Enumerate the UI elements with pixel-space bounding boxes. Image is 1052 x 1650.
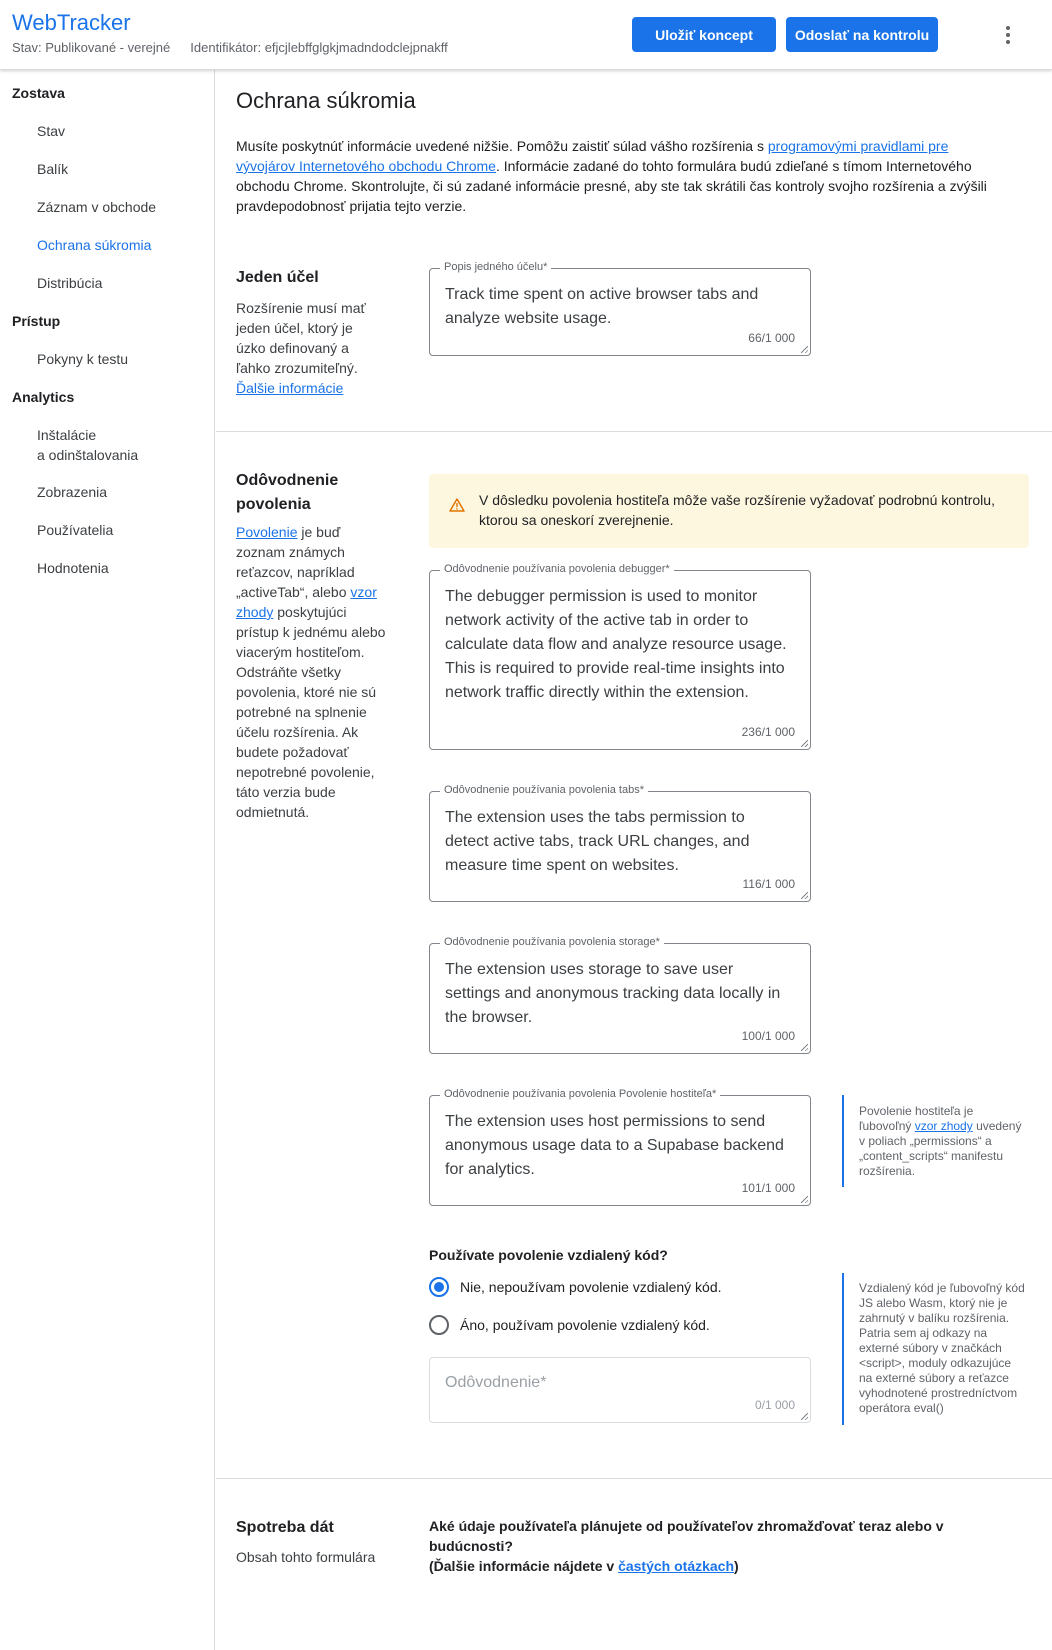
data-usage-question	[429, 1516, 1019, 1576]
sidebar-item-store-listing[interactable]: Záznam v obchode	[37, 199, 157, 215]
hint-part1: Povolenie hostiteľa je ľubovoľný	[859, 1104, 974, 1133]
intro-part2: . Informácie zadané do tohto formulára budú zdieľané s tímom Internetového obchodu Chrome. Skontrolujte, či sú zadané informácie presné, aby ste tak skrátili čas kontroly svojho rozšírenia a zvýšili pravdepodobnosť prijatia tejto verzie.	[236, 158, 987, 214]
resize-handle-icon[interactable]	[801, 892, 808, 899]
more-vert-icon[interactable]	[1000, 22, 1016, 48]
field-value: The debugger permission is used to monitor network activity of the active tab in order to calculate data flow and analyze resource usage. This is required to provide real-time insights into network traffic directly within the extension.	[445, 588, 787, 701]
sidebar-item-impressions[interactable]: Zobrazenia	[37, 484, 108, 500]
single-purpose-desc	[236, 298, 386, 398]
nav-group-access: Prístup	[12, 313, 61, 329]
data-usage-faq-line	[429, 1556, 1019, 1576]
host-permission-hint	[842, 1095, 1027, 1187]
char-count: 236/1 000	[741, 725, 795, 739]
radio-label: Áno, používam povolenie vzdialený kód.	[460, 1317, 710, 1333]
field-label: Odôvodnenie používania povolenia storage*	[440, 936, 664, 948]
main-content	[216, 70, 1052, 1650]
save-draft-button[interactable]: Uložiť koncept	[632, 17, 776, 52]
faq-link[interactable]: častých otázkach	[618, 1558, 735, 1574]
learn-more-link[interactable]: Ďalšie informácie	[236, 380, 344, 396]
radio-unchecked-icon[interactable]	[429, 1315, 449, 1335]
host-permission-warning	[429, 474, 1029, 548]
sidebar-item-status[interactable]: Stav	[37, 123, 66, 139]
data-usage-desc: Obsah tohto formulára	[236, 1549, 376, 1565]
warning-text: V dôsledku povolenia hostiteľa môže vaše rozšírenie vyžadovať podrobnú kontrolu, ktorou sa oneskorí zverejnenie.	[479, 492, 995, 528]
resize-handle-icon[interactable]	[801, 740, 808, 747]
sidebar-item-installs[interactable]	[37, 425, 138, 465]
intro-part1: Musíte poskytnúť informácie uvedené nižšie. Pomôžu zaistiť súlad vášho rozšírenia s	[236, 138, 768, 154]
submit-for-review-button[interactable]: Odoslať na kontrolu	[786, 17, 938, 52]
field-label: Odôvodnenie používania povolenia debugger*	[440, 563, 674, 575]
app-title[interactable]: WebTracker	[12, 10, 131, 35]
faq-prefix: (Ďalšie informácie nájdete v	[429, 1558, 619, 1574]
nav-group-analytics: Analytics	[12, 389, 75, 405]
single-purpose-title: Jeden účel	[236, 269, 319, 286]
permission-justification-desc	[236, 522, 386, 822]
field-label: Odôvodnenie používania povolenia tabs*	[440, 784, 648, 796]
resize-handle-icon[interactable]	[801, 1044, 808, 1051]
sidebar-item-test-instructions[interactable]: Pokyny k testu	[37, 351, 129, 367]
field-label: Popis jedného účelu*	[440, 261, 551, 273]
permission-link[interactable]: Povolenie	[236, 524, 298, 540]
permission-desc-part1: je buď zoznam známych reťazcov, napríklad „activeTab“, alebo	[236, 524, 355, 600]
field-placeholder: Odôvodnenie*	[445, 1374, 547, 1391]
single-purpose-desc-text: Rozšírenie musí mať jeden účel, ktorý je úzko definovaný a ľahko zrozumiteľný.	[236, 300, 366, 376]
single-purpose-field[interactable]	[429, 261, 811, 356]
sidebar-item-users[interactable]: Používatelia	[37, 522, 114, 538]
sidebar-item-installs-line2: a odinštalovania	[37, 447, 139, 463]
top-app-bar	[0, 0, 1052, 70]
policy-link[interactable]: programovými pravidlami pre vývojárov Internetového obchodu Chrome	[236, 138, 949, 174]
char-count: 100/1 000	[741, 1029, 795, 1043]
faq-suffix: )	[734, 1558, 739, 1574]
hint-part2: uvedený v poliach „permissions“ a „content_scripts“ manifestu rozšírenia.	[859, 1119, 1022, 1178]
remote-code-no-option[interactable]	[429, 1277, 722, 1297]
char-count: 0/1 000	[754, 1398, 795, 1412]
section-divider	[216, 1478, 1052, 1479]
status-text: Stav: Publikované - verejné	[12, 40, 171, 55]
radio-label: Nie, nepoužívam povolenie vzdialený kód.	[460, 1279, 722, 1295]
radio-checked-icon[interactable]	[429, 1277, 449, 1297]
data-usage-question-text: Aké údaje používateľa plánujete od používateľov zhromažďovať teraz alebo v budúcnosti?	[429, 1518, 944, 1554]
permission-desc-part2: poskytujúci prístup k jednému alebo viacerým hostiteľom. Odstráňte všetky povolenia, ktoré nie sú potrebné na splnenie účelu rozšírenia. Ak budete požadovať nepotrebné povolenie, táto verzia bude odmietnutá.	[236, 604, 386, 820]
match-pattern-hint-link[interactable]: vzor zhody	[914, 1119, 973, 1133]
resize-handle-icon[interactable]	[801, 1196, 808, 1203]
sidebar-item-distribution[interactable]: Distribúcia	[37, 275, 103, 291]
warning-icon	[449, 498, 465, 512]
resize-handle-icon	[801, 1413, 808, 1420]
remote-code-justification-field	[429, 1357, 811, 1423]
char-count: 66/1 000	[748, 331, 795, 345]
field-value: The extension uses the tabs permission to detect active tabs, track URL changes, and measure time spent on websites.	[445, 809, 750, 874]
char-count: 116/1 000	[742, 877, 795, 891]
host-permission-justification-field[interactable]	[429, 1088, 811, 1206]
remote-code-hint: Vzdialený kód je ľubovoľný kód JS alebo Wasm, ktorý nie je zahrnutý v balíku rozšírenia. Patria sem aj odkazy na externé súbory v značkách <script>, moduly odkazujúce na externé súbory a reťazce vyhodnotené prostredníctvom operátora eval()	[842, 1273, 1027, 1425]
item-meta	[12, 40, 448, 55]
page-title: Ochrana súkromia	[236, 88, 416, 113]
storage-justification-field[interactable]	[429, 936, 811, 1054]
char-count: 101/1 000	[741, 1181, 795, 1195]
data-usage-title: Spotreba dát	[236, 1519, 334, 1536]
field-value: The extension uses host permissions to send anonymous usage data to a Supabase backend for analytics.	[445, 1113, 784, 1178]
field-value: Track time spent on active browser tabs and analyze website usage.	[445, 286, 759, 327]
tabs-justification-field[interactable]	[429, 784, 811, 902]
match-pattern-link[interactable]: vzor zhody	[236, 584, 377, 620]
resize-handle-icon[interactable]	[801, 346, 808, 353]
permission-justification-title: Odôvodnenie povolenia	[236, 472, 339, 513]
sidebar-item-package[interactable]: Balík	[37, 161, 69, 177]
sidebar-item-ratings[interactable]: Hodnotenia	[37, 560, 109, 576]
remote-code-question: Používate povolenie vzdialený kód?	[429, 1247, 668, 1263]
field-value: The extension uses storage to save user settings and anonymous tracking data locally in the browser.	[445, 961, 781, 1026]
remote-code-yes-option[interactable]	[429, 1315, 710, 1335]
sidebar-nav	[0, 70, 215, 1650]
intro-text	[236, 136, 996, 216]
sidebar-item-installs-line1: Inštalácie	[37, 427, 97, 443]
section-divider	[216, 431, 1052, 432]
debugger-justification-field[interactable]	[429, 563, 811, 750]
nav-group-build: Zostava	[12, 85, 65, 101]
identifier-text: Identifikátor: efjcjlebffglgkjmadndodclejpnakff	[190, 40, 448, 55]
field-label: Odôvodnenie používania povolenia Povolenie hostiteľa*	[440, 1088, 720, 1100]
sidebar-item-privacy[interactable]: Ochrana súkromia	[37, 237, 152, 253]
